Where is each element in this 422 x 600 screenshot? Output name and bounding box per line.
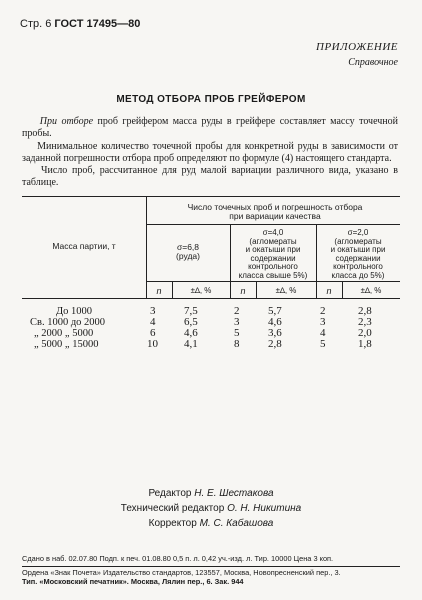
page-header xyxy=(20,18,140,30)
sub1-sigma: σ=6,8 xyxy=(176,242,200,252)
sub2-sigma: σ=4,0 xyxy=(262,228,284,237)
appendix-title: ПРИЛОЖЕНИЕ xyxy=(316,41,398,53)
paragraph-2-text: Минимальное количество точечной пробы для конкретной руды в зависимости от заданной погрешности отбора проб определяют по формуле (4) настоящего стандарта. xyxy=(22,141,398,164)
sub2-line3: содержании xyxy=(250,253,296,263)
row-n3: 4 xyxy=(320,327,326,339)
col-err-1: ±∆, % xyxy=(190,286,212,295)
credit-corrector xyxy=(0,518,422,529)
row-n1: 6 xyxy=(150,327,156,339)
row-e3: 2,8 xyxy=(358,305,372,317)
row-mass: До 1000 xyxy=(56,306,93,317)
sub3-line5: класса до 5%) xyxy=(331,270,385,280)
sub1-desc: (руда) xyxy=(176,251,200,261)
sub2-line4: контрольного xyxy=(248,262,298,271)
editor-label: Редактор xyxy=(148,488,192,499)
row-e3: 2,3 xyxy=(358,316,372,328)
row-e1: 4,6 xyxy=(184,327,198,339)
imprint-line-1: Сдано в наб. 02.07.80 Подп. к печ. 01.08.80 0,5 п. л. 0,42 уч.-изд. л. Тир. 10000 Цена 3 коп. xyxy=(22,554,334,563)
corrector-name: М. С. Кабашова xyxy=(199,518,274,529)
row-n3: 5 xyxy=(320,338,326,350)
group-header: Число точечных проб и погрешность отбора при вариации качества xyxy=(187,202,363,221)
row-e2: 3,6 xyxy=(268,327,282,339)
sub3-line1: (агломераты xyxy=(334,236,382,246)
paragraph-3 xyxy=(22,165,398,189)
row-n1: 10 xyxy=(147,338,158,350)
tech-editor-name: О. Н. Никитина xyxy=(227,503,302,514)
standard-number: ГОСТ 17495—80 xyxy=(54,18,141,30)
corrector-label: Корректор xyxy=(148,518,197,529)
col-err-2: ±∆, % xyxy=(275,286,297,295)
sub2-line1: (агломераты xyxy=(249,236,297,246)
sub3-line3: содержании xyxy=(335,253,381,263)
imprint-line-2: Ордена «Знак Почета» Издательство стандартов, 123557, Москва, Новопресненский пер., 3. xyxy=(22,568,341,577)
sub2-line2: и окатыши при xyxy=(245,245,301,254)
row-n2: 2 xyxy=(234,305,240,317)
sub1-header xyxy=(146,243,230,261)
col-n-3: n xyxy=(326,286,332,296)
row-e2: 5,7 xyxy=(268,305,282,317)
imprint-line-3: Тип. «Московский печатник». Москва, Лялин пер., 6. Зак. 944 xyxy=(22,577,244,586)
row-mass: Св. 1000 до 2000 xyxy=(30,317,106,328)
table-group-rule xyxy=(146,224,400,225)
col-n-2: n xyxy=(240,286,246,296)
col-err-3: ±∆, % xyxy=(360,286,382,295)
tech-editor-label: Технический редактор xyxy=(120,503,225,514)
row-e1: 6,5 xyxy=(184,316,198,328)
sub3-sigma: σ=2,0 xyxy=(347,228,369,237)
appendix-label xyxy=(316,40,398,70)
row-e2: 4,6 xyxy=(268,316,282,328)
row-n2: 8 xyxy=(234,338,240,350)
row-n3: 2 xyxy=(320,305,326,317)
appendix-subtitle: Справочное xyxy=(348,57,398,68)
sub3-line4: контрольного xyxy=(333,262,383,271)
row-e3: 2,0 xyxy=(358,327,372,339)
row-e1: 7,5 xyxy=(184,305,198,317)
imprint-rule xyxy=(22,566,400,567)
sub2-header xyxy=(230,229,316,280)
table-head-rule xyxy=(22,298,400,299)
sub2-line5: класса свыше 5%) xyxy=(238,270,308,280)
editor-name: Н. Е. Шестакова xyxy=(194,488,274,499)
section-title: МЕТОД ОТБОРА ПРОБ ГРЕЙФЕРОМ xyxy=(116,94,306,105)
row-n3: 3 xyxy=(320,316,326,328)
mass-column-header: Масса партии, т xyxy=(52,241,116,251)
row-n2: 3 xyxy=(234,316,240,328)
row-n1: 3 xyxy=(150,305,156,317)
table-sub-rule xyxy=(146,281,400,282)
credit-tech-editor xyxy=(0,503,422,514)
credit-editor xyxy=(0,488,422,499)
col-n-1: n xyxy=(156,286,162,296)
row-e2: 2,8 xyxy=(268,338,282,350)
row-n1: 4 xyxy=(150,316,156,328)
paragraph-1-text: проб грейфером масса руды в грейфере составляет массу точечной пробы. xyxy=(22,116,399,139)
table-top-rule xyxy=(22,196,400,197)
row-e1: 4,1 xyxy=(184,338,198,350)
paragraph-1 xyxy=(22,116,398,140)
sub3-header xyxy=(316,229,400,280)
paragraph-2 xyxy=(22,141,398,165)
paragraph-1-italic: При отборе xyxy=(39,116,94,127)
row-mass: „ 5000 „ 15000 xyxy=(34,339,99,350)
page-number: Стр. 6 xyxy=(20,18,52,30)
row-n2: 5 xyxy=(234,327,240,339)
paragraph-3-text: Число проб, рассчитанное для руд малой вариации различного вида, указано в таблице. xyxy=(22,165,399,188)
row-mass: „ 2000 „ 5000 xyxy=(34,328,94,339)
sub3-line2: и окатыши при xyxy=(330,245,386,254)
row-e3: 1,8 xyxy=(358,338,372,350)
